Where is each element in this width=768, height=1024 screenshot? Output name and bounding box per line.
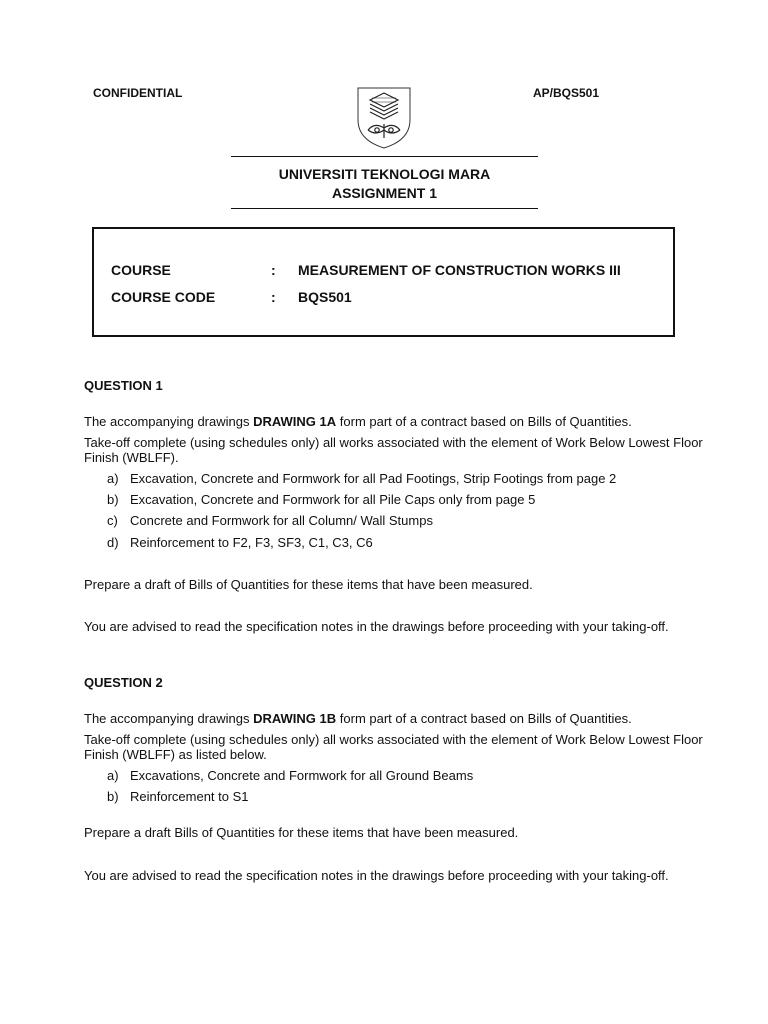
list-item-text: Excavation, Concrete and Formwork for all Pad Footings, Strip Footings from page 2 — [130, 471, 617, 486]
university-name: UNIVERSITI TEKNOLOGI MARA — [278, 166, 491, 182]
question-2-intro — [84, 711, 704, 726]
drawing-reference: DRAWING 1A — [253, 414, 337, 429]
intro-text: form part of a contract based on Bills of Quantities. — [336, 414, 632, 429]
question-1-takeoff: Take-off complete (using schedules only) all works associated with the element of Work Below Lowest Floor Finish (WBLFF). — [84, 435, 703, 465]
list-item-text: Reinforcement to F2, F3, SF3, C1, C3, C6 — [130, 535, 373, 550]
list-item-text: Concrete and Formwork for all Column/ Wall Stumps — [130, 513, 433, 528]
title-top-rule — [231, 156, 538, 157]
intro-text: The accompanying drawings — [84, 711, 254, 726]
question-2-prepare: Prepare a draft Bills of Quantities for these items that have been measured. — [84, 825, 519, 840]
question-2-advice: You are advised to read the specification notes in the drawings before proceeding with your taking-off. — [84, 868, 669, 883]
list-item-text: Reinforcement to S1 — [130, 789, 249, 804]
document-code: AP/BQS501 — [533, 86, 600, 100]
university-crest-icon — [355, 86, 413, 150]
list-item-label: b) — [107, 789, 119, 804]
course-info-box — [92, 227, 675, 337]
question-1-heading: QUESTION 1 — [84, 378, 163, 393]
course-code-separator: : — [271, 289, 276, 305]
list-item-label: a) — [107, 471, 119, 486]
drawing-reference: DRAWING 1B — [253, 711, 337, 726]
list-item-label: d) — [107, 535, 119, 550]
list-item-label: b) — [107, 492, 119, 507]
course-separator: : — [271, 262, 276, 278]
list-item-label: a) — [107, 768, 119, 783]
title-bottom-rule — [231, 208, 538, 209]
intro-text: The accompanying drawings — [84, 414, 254, 429]
intro-text: form part of a contract based on Bills of Quantities. — [336, 711, 632, 726]
question-1-prepare: Prepare a draft of Bills of Quantities for these items that have been measured. — [84, 577, 533, 592]
confidential-label: CONFIDENTIAL — [93, 86, 183, 100]
course-code-label: COURSE CODE — [111, 289, 216, 305]
question-2-heading: QUESTION 2 — [84, 675, 163, 690]
list-item-label: c) — [107, 513, 118, 528]
assignment-title: ASSIGNMENT 1 — [331, 185, 437, 201]
question-1-intro — [84, 414, 704, 429]
course-label: COURSE — [111, 262, 171, 278]
list-item-text: Excavations, Concrete and Formwork for all Ground Beams — [130, 768, 474, 783]
course-code-value: BQS501 — [298, 289, 352, 305]
list-item-text: Excavation, Concrete and Formwork for all Pile Caps only from page 5 — [130, 492, 536, 507]
question-1-advice: You are advised to read the specification notes in the drawings before proceeding with your taking-off. — [84, 619, 669, 634]
question-2-takeoff: Take-off complete (using schedules only) all works associated with the element of Work Below Lowest Floor Finish (WBLFF) as listed below. — [84, 732, 703, 762]
course-value: MEASUREMENT OF CONSTRUCTION WORKS III — [298, 262, 621, 278]
